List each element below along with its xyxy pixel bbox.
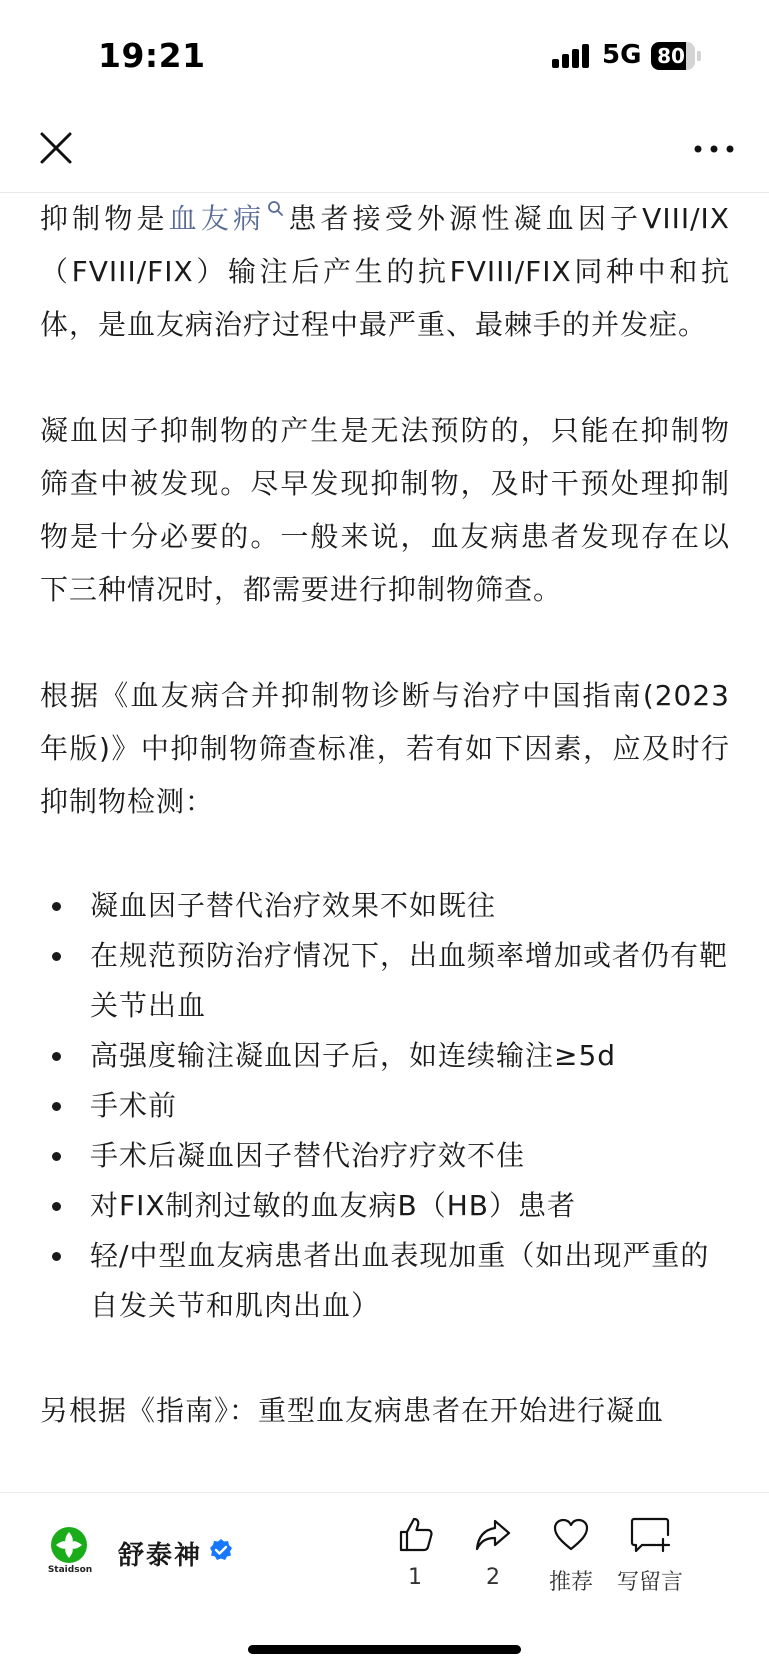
home-indicator[interactable] <box>248 1645 521 1654</box>
verified-icon <box>209 1538 233 1562</box>
more-button[interactable] <box>692 134 736 164</box>
list-item: 对FIX制剂过敏的血友病B（HB）患者 <box>40 1181 730 1231</box>
like-count: 1 <box>408 1565 422 1590</box>
paragraph-1 <box>40 192 730 351</box>
account-name: 舒泰神 <box>118 1541 203 1571</box>
share-icon <box>473 1515 513 1555</box>
comment-icon <box>630 1515 670 1555</box>
paragraph-1-post: 患者接受外源性凝血因子VIII/IX（FVIII/FIX）输注后产生的抗FVIII/FIX同种中和抗体，是血友病治疗过程中最严重、最棘手的并发症。 <box>40 202 730 341</box>
close-icon <box>36 128 76 168</box>
signal-icon <box>552 44 592 68</box>
paragraph-4: 另根据《指南》：重型血友病患者在开始进行凝血 <box>40 1394 665 1427</box>
paragraph-3: 根据《血友病合并抑制物诊断与治疗中国指南(2023年版)》中抑制物筛查标准，若有如下因素，应及时行抑制物检测： <box>40 679 730 818</box>
screening-criteria-list <box>40 881 730 1331</box>
article-body <box>40 192 730 1492</box>
status-bar <box>0 0 769 110</box>
like-button[interactable] <box>370 1515 460 1590</box>
list-item: 轻/中型血友病患者出血表现加重（如出现严重的自发关节和肌肉出血） <box>40 1231 730 1331</box>
share-button[interactable] <box>448 1515 538 1590</box>
list-item: 手术前 <box>40 1081 730 1131</box>
battery-level: 80 <box>657 44 685 68</box>
paragraph-1-pre: 抑制物是 <box>40 202 169 235</box>
status-time: 19:21 <box>98 36 206 75</box>
share-count: 2 <box>486 1565 500 1590</box>
recommend-label: 推荐 <box>548 1570 593 1595</box>
list-item: 高强度输注凝血因子后，如连续输注≥5d <box>40 1031 730 1081</box>
hemophilia-link[interactable]: 血友病 <box>169 202 286 235</box>
recommend-button[interactable] <box>526 1515 616 1596</box>
list-item: 凝血因子替代治疗效果不如既往 <box>40 881 730 931</box>
more-icon <box>692 134 736 164</box>
comment-label: 写留言 <box>616 1570 683 1595</box>
paragraph-2: 凝血因子抑制物的产生是无法预防的，只能在抑制物筛查中被发现。尽早发现抑制物，及时干预处理抑制物是十分必要的。一般来说，血友病患者发现存在以下三种情况时，都需要进行抑制物筛查。 <box>40 414 730 606</box>
battery-icon <box>651 42 695 70</box>
heart-icon <box>551 1515 591 1555</box>
bottom-bar <box>0 1492 769 1666</box>
account-logo <box>50 1526 88 1564</box>
account-logo-text: Staidson <box>47 1565 93 1575</box>
nav-bar <box>0 110 769 193</box>
comment-button[interactable] <box>605 1515 695 1596</box>
search-icon <box>267 200 283 218</box>
close-button[interactable] <box>36 128 76 168</box>
thumbs-up-icon <box>395 1515 435 1555</box>
battery-tip <box>697 51 701 61</box>
list-item: 手术后凝血因子替代治疗疗效不佳 <box>40 1131 730 1181</box>
network-type: 5G <box>602 40 642 70</box>
list-item: 在规范预防治疗情况下，出血频率增加或者仍有靶关节出血 <box>40 931 730 1031</box>
